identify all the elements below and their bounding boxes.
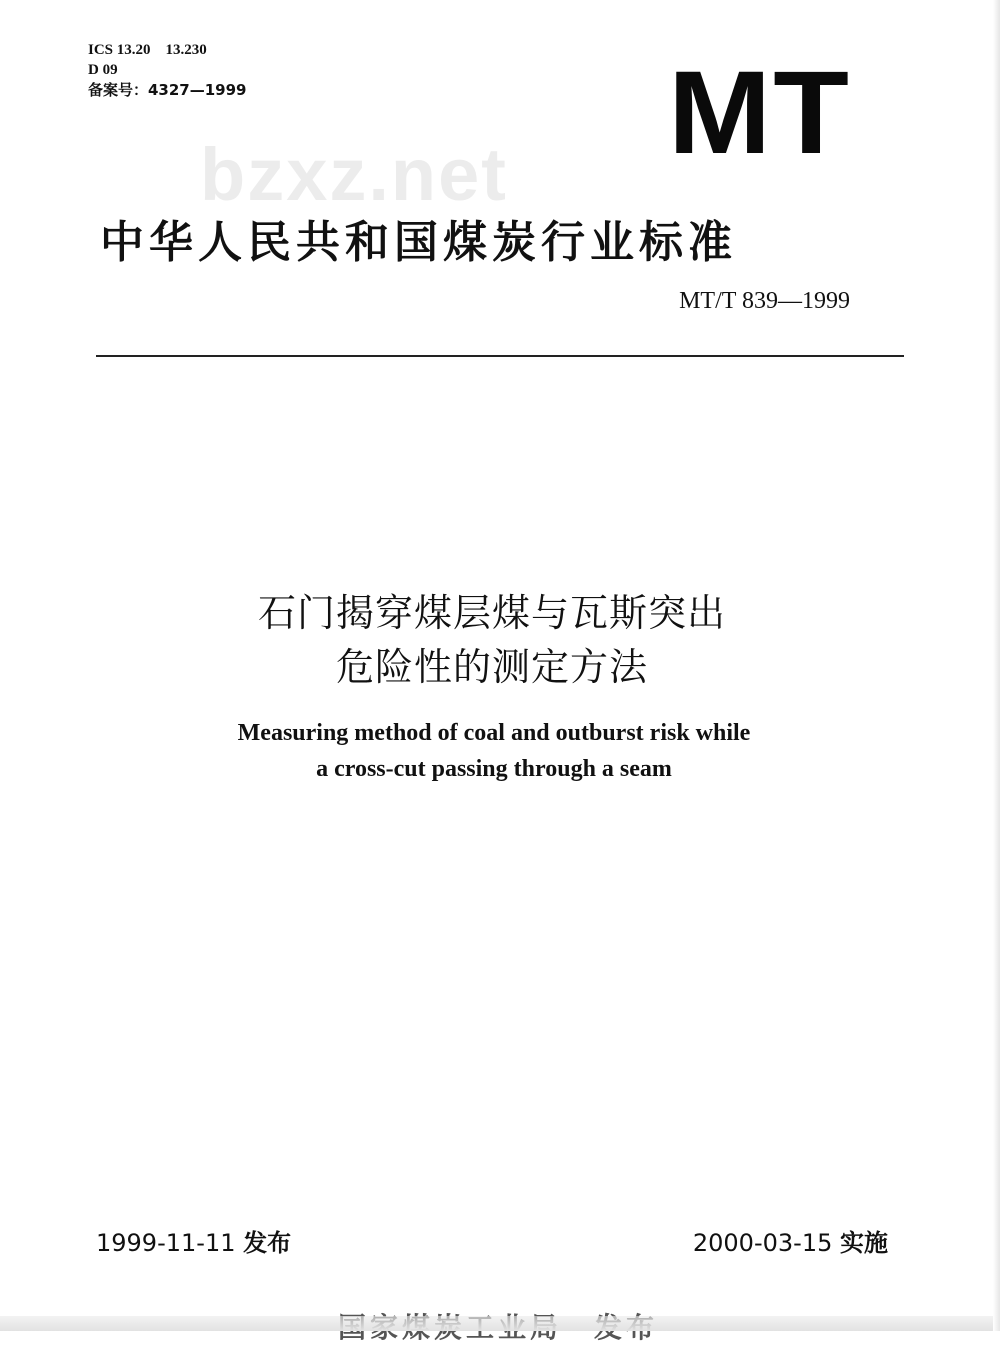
implement-label: 实施: [840, 1229, 888, 1257]
standard-number: MT/T 839—1999: [679, 288, 850, 314]
page-bottom-edge: [0, 1316, 1000, 1331]
header-divider: [96, 355, 904, 357]
english-title-line-2: a cross-cut passing through a seam: [316, 756, 672, 782]
english-title-line-1: Measuring method of coal and outburst risk while: [237, 720, 751, 746]
implement-date: 2000-03-15: [692, 1229, 833, 1257]
watermark: bzxz.net: [200, 133, 508, 216]
publish-date-block: [96, 1223, 291, 1258]
ics-code: ICS 13.20 13.230: [88, 42, 207, 58]
page-right-edge: [993, 0, 1000, 1331]
mt-logo: MT: [668, 47, 852, 179]
record-number: 备案号：4327—1999: [88, 81, 247, 99]
classification-block: [88, 40, 247, 100]
implement-date-block: [693, 1223, 888, 1258]
industry-standard-title: 中华人民共和国煤炭行业标准: [100, 217, 737, 268]
publish-label: 发布: [243, 1229, 292, 1257]
chinese-title-line-1: 石门揭穿煤层煤与瓦斯突出: [257, 591, 726, 635]
publish-date: 1999-11-11: [96, 1229, 236, 1257]
class-code: D 09: [88, 62, 118, 78]
chinese-title-line-2: 危险性的测定方法: [335, 645, 648, 689]
